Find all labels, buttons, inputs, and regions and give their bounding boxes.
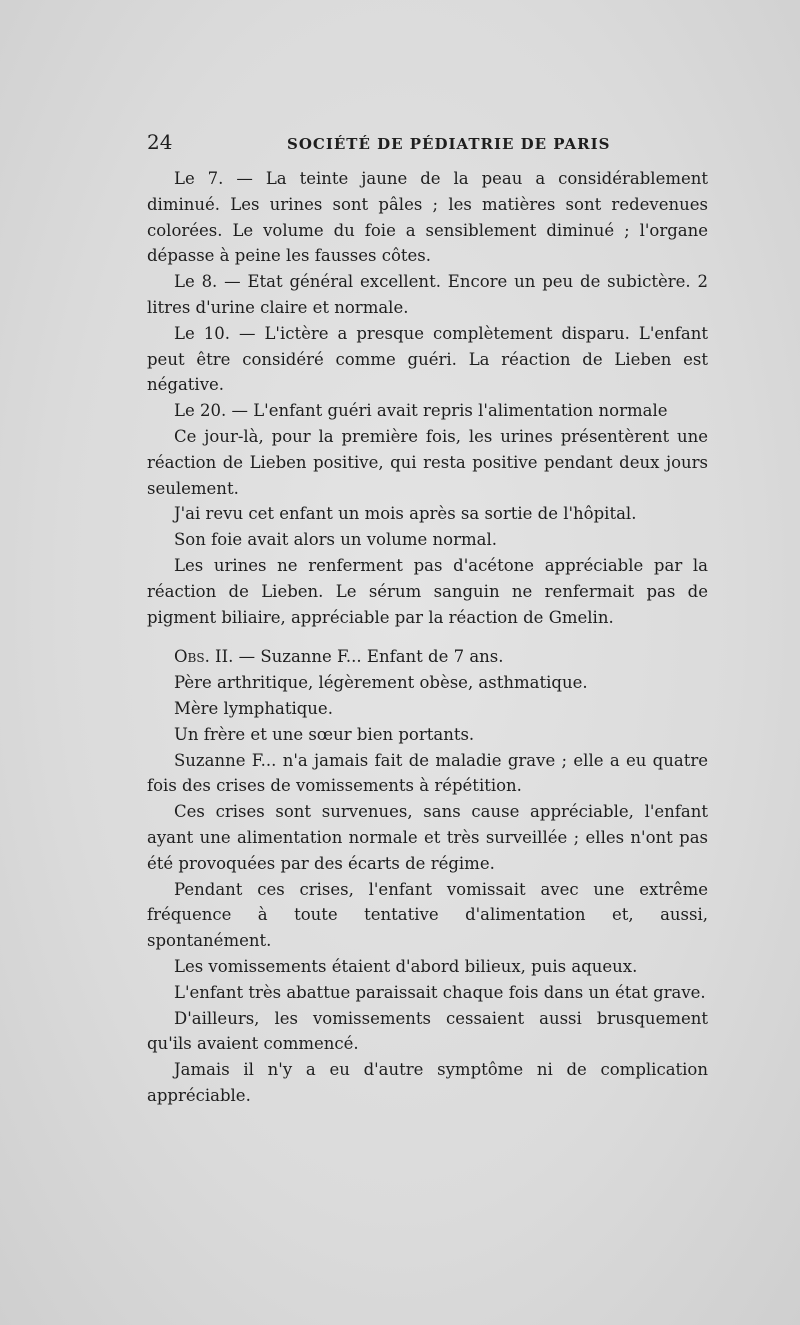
paragraph: Mère lymphatique. — [174, 698, 333, 718]
paragraph: Les vomissements étaient d'abord bilieux, puis aqueux. — [174, 956, 638, 976]
running-title: SOCIÉTÉ DE PÉDIATRIE DE PARIS — [287, 135, 611, 153]
observation-label: Obs. II. — [174, 647, 234, 667]
paragraph: Le 20. — L'enfant guéri avait repris l'alimentation normale — [174, 401, 668, 421]
observation-text: — Suzanne F... Enfant de 7 ans. — [233, 647, 504, 667]
paragraph: Le 10. — L'ictère a presque complètement disparu. L'enfant peut être considéré comme guéri. La réaction de Lieben est négative. — [147, 323, 708, 395]
paragraph: D'ailleurs, les vomissements cessaient aussi brusquement qu'ils avaient commencé. — [147, 1008, 708, 1054]
page-header — [147, 130, 707, 156]
page-number: 24 — [147, 130, 173, 154]
paragraph: Père arthritique, légèrement obèse, asthmatique. — [174, 673, 588, 693]
body-text — [147, 166, 708, 1109]
paragraph: Suzanne F... n'a jamais fait de maladie grave ; elle a eu quatre fois des crises de vomissements à répétition. — [147, 750, 708, 796]
paragraph: L'enfant très abattue paraissait chaque fois dans un état grave. — [174, 982, 706, 1002]
paragraph: Ce jour-là, pour la première fois, les urines présentèrent une réaction de Lieben positive, qui resta positive pendant deux jours seulement. — [147, 426, 708, 498]
paragraph: Un frère et une sœur bien portants. — [174, 724, 475, 744]
paragraph: Jamais il n'y a eu d'autre symptôme ni de complication appréciable. — [147, 1060, 708, 1105]
paragraph: Le 8. — Etat général excellent. Encore un peu de subictère. 2 litres d'urine claire et normale. — [147, 272, 708, 317]
paragraph: J'ai revu cet enfant un mois après sa sortie de l'hôpital. — [174, 504, 637, 524]
paragraph: Son foie avait alors un volume normal. — [174, 530, 497, 550]
paragraph: Le 7. — La teinte jaune de la peau a considérablement diminué. Les urines sont pâles ; les matières sont redevenues colorées. Le volume du foie a sensiblement diminué ; l'organe dépasse à peine les fausses côtes. — [147, 169, 708, 266]
paragraph: Les urines ne renferment pas d'acétone appréciable par la réaction de Lieben. Le sérum sanguin ne renfermait pas de pigment biliaire, appréciable par la réaction de Gmelin. — [147, 555, 708, 627]
paragraph: Pendant ces crises, l'enfant vomissait avec une extrême fréquence à toute tentative d'alimentation et, aussi, spontanément. — [147, 879, 708, 951]
observation-heading — [147, 644, 708, 670]
paragraph: Ces crises sont survenues, sans cause appréciable, l'enfant ayant une alimentation normale et très surveillée ; elles n'ont pas été provoquées par des écarts de régime. — [147, 802, 708, 873]
